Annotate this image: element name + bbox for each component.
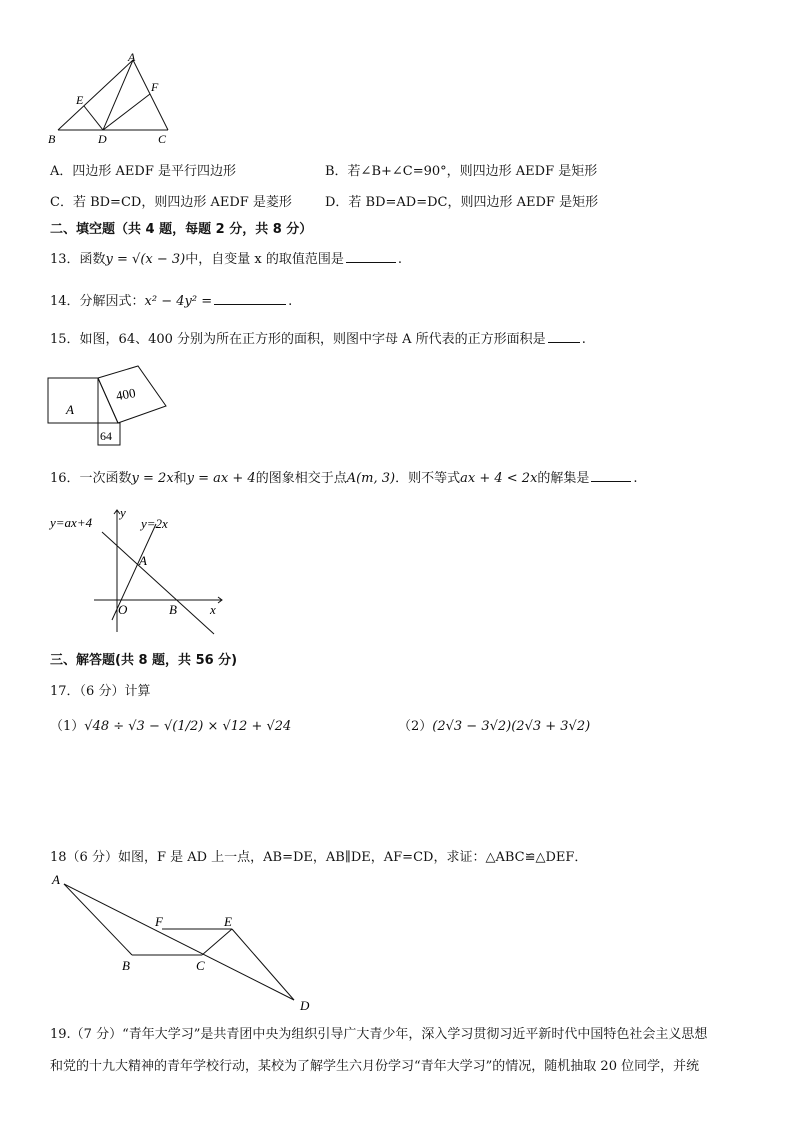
segment-ed (232, 929, 294, 1000)
label-a: A (128, 50, 136, 64)
question-19-line2: 和党的十九大精神的青年学校行动，某校为了解学生六月份学习“青年大学习”的情况，随机抽取 20 位同学，并统 (50, 1059, 700, 1074)
q16-f2: y = ax + 4 (186, 471, 256, 486)
question-13: 13．函数y = √(x − 3)中，自变量 x 的取值范围是 . (50, 248, 402, 267)
q17-p2-label: （2） (398, 719, 433, 734)
side-ab (58, 60, 133, 130)
q14-answer-blank[interactable] (214, 291, 286, 305)
question-19-line1: 19.（7 分）“青年大学习”是共青团中央为组织引导广大青少年，深入学习贯彻习近平新时代中国特色社会主义思想 (50, 1027, 708, 1042)
q14-prefix: 14．分解因式： (50, 294, 145, 309)
q16-mid: 和 (173, 471, 187, 486)
segment-ad (103, 60, 133, 130)
label-point-b: B (169, 602, 177, 617)
label-f: F (151, 80, 159, 94)
q13-formula: y = √(x − 3) (105, 252, 186, 267)
segment-ce (202, 929, 232, 955)
label-square-a: A (66, 402, 74, 417)
label-c: C (158, 132, 167, 146)
q13-prefix: 13．函数 (50, 252, 106, 267)
line-ax-plus-4 (102, 532, 214, 634)
linear-graph-figure (44, 502, 229, 637)
label-b: B (48, 132, 56, 146)
label-point-a: A (139, 553, 147, 568)
q17-p1-expression: √48 ÷ √3 − √(1/2) × √12 + √24 (84, 719, 292, 734)
q15-answer-blank[interactable] (548, 329, 580, 343)
squares-figure (44, 360, 174, 452)
option-b: B．若∠B+∠C=90°，则四边形 AEDF 是矩形 (325, 164, 598, 179)
q13-suffix: 中，自变量 x 的取值范围是 (185, 252, 344, 267)
option-a: A．四边形 AEDF 是平行四边形 (50, 164, 236, 179)
question-17-part1 (50, 715, 291, 734)
label-a: A (52, 872, 60, 887)
q16-prefix: 16．一次函数 (50, 471, 132, 486)
section-solve-heading: 三、解答题(共 8 题，共 56 分) (50, 653, 238, 668)
q16-mid2: 的图象相交于点 (255, 471, 347, 486)
q16-suffix: 的解集是 (537, 471, 590, 486)
section-fill-in-heading: 二、填空题（共 4 题，每题 2 分，共 8 分） (50, 222, 313, 237)
label-400: 400 (114, 384, 137, 404)
q17-p2-expression: (2√3 − 3√2)(2√3 + 3√2) (432, 719, 591, 734)
label-line-ax4: y=ax+4 (50, 515, 93, 530)
question-15: 15．如图，64、400 分别为所在正方形的面积，则图中字母 A 所代表的正方形面积是 . (50, 328, 586, 347)
segment-ad (64, 884, 294, 1000)
q16-f1: y = 2x (131, 471, 174, 486)
label-line-2x: y=2x (141, 516, 168, 531)
option-c: C．若 BD=CD，则四边形 AEDF 是菱形 (50, 195, 292, 210)
q16-answer-blank[interactable] (591, 468, 631, 482)
congruent-triangles-figure (44, 868, 324, 1016)
q13-answer-blank[interactable] (346, 249, 396, 263)
side-ac (133, 60, 168, 130)
triangle-hypotenuse (98, 378, 118, 423)
triangle-figure (40, 48, 180, 148)
label-e: E (76, 93, 84, 107)
q16-point: A(m, 3) (346, 471, 396, 486)
label-b: B (122, 958, 130, 973)
label-c: C (196, 958, 205, 973)
option-d: D．若 BD=AD=DC，则四边形 AEDF 是矩形 (325, 195, 599, 210)
label-x-axis: x (210, 602, 216, 617)
label-f: F (155, 914, 163, 929)
q16-mid3: ．则不等式 (395, 471, 461, 486)
question-17-part2 (398, 715, 590, 734)
question-14: 14．分解因式：x² − 4y² = . (50, 290, 292, 309)
segment-ab (64, 884, 132, 955)
label-d: D (98, 132, 107, 146)
q14-formula: x² − 4y² = (144, 294, 213, 309)
label-origin: O (118, 602, 128, 617)
q15-text: 15．如图，64、400 分别为所在正方形的面积，则图中字母 A 所代表的正方形面积是 (50, 332, 546, 347)
q16-ineq: ax + 4 < 2x (460, 471, 538, 486)
question-16: 16．一次函数y = 2x和y = ax + 4的图象相交于点A(m, 3)．则不等式ax + 4 < 2x的解集是 . (50, 467, 638, 486)
label-64: 64 (100, 429, 112, 443)
segment-ed (84, 106, 103, 130)
question-17-title: 17．（6 分）计算 (50, 684, 151, 699)
label-d: D (300, 998, 310, 1013)
label-e: E (224, 914, 232, 929)
question-18: 18（6 分）如图，F 是 AD 上一点，AB=DE，AB∥DE，AF=CD，求证：△ABC≌△DEF． (50, 850, 588, 865)
segment-df (103, 94, 150, 130)
q17-p1-label: （1） (50, 719, 85, 734)
label-y-axis: y (120, 505, 126, 520)
